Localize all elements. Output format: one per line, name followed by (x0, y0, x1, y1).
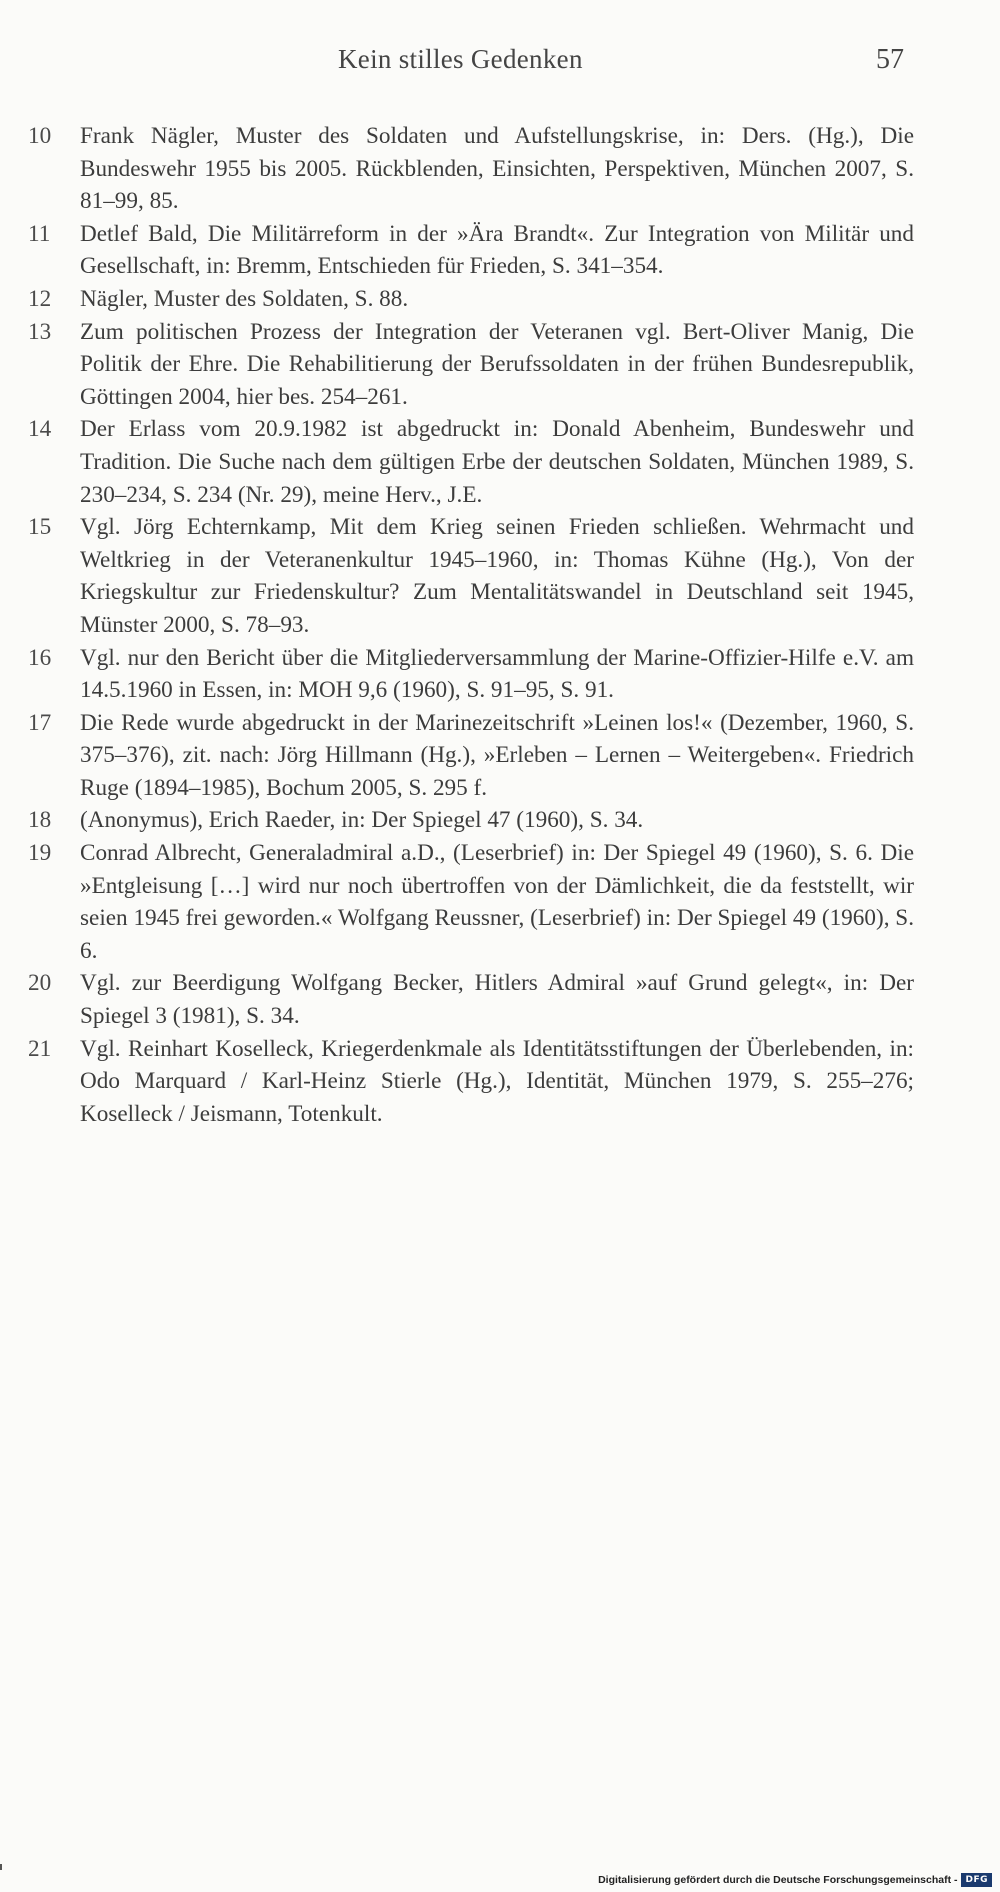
endnote (28, 837, 914, 967)
endnote-number: 12 (28, 285, 52, 312)
running-title: Kein stilles Gedenken (338, 44, 583, 74)
endnote (28, 413, 914, 511)
endnote (28, 316, 914, 414)
endnote-number: 18 (28, 807, 52, 834)
endnote-text: Vgl. zur Beerdigung Wolfgang Becker, Hitlers Admiral »auf Grund gelegt«, in: Der Spiegel 3 (1981), S. 34. (80, 970, 914, 1030)
scan-edge-mark (0, 1864, 2, 1870)
endnote (28, 120, 914, 218)
endnote (28, 642, 914, 707)
endnote (28, 707, 914, 805)
credit-text: Digitalisierung gefördert durch die Deutsche Forschungsgemeinschaft - (598, 1874, 958, 1886)
digitization-credit (598, 1873, 992, 1887)
endnote-text: (Anonymus), Erich Raeder, in: Der Spiegel 47 (1960), S. 34. (80, 807, 644, 834)
endnote (28, 511, 914, 641)
page-number: 57 (876, 44, 904, 75)
endnote-number: 15 (28, 514, 52, 541)
endnote-text: Nägler, Muster des Soldaten, S. 88. (80, 285, 409, 312)
endnote-text: Zum politischen Prozess der Integration der Veteranen vgl. Bert-Oliver Manig, Die Politik der Ehre. Die Rehabilitierung der Berufssoldaten in der frühen Bundesrepublik, Göttingen 2004, hier bes. 254–261. (80, 318, 914, 410)
endnote-text: Vgl. Reinhart Koselleck, Kriegerdenkmale als Identitätsstiftungen der Überlebenden, in: Odo Marquard / Karl-Heinz Stierle (Hg.), Identität, München 1979, S. 255–276; Koselleck / Jeismann, Totenkult. (80, 1035, 914, 1127)
endnote (28, 218, 914, 283)
endnote-number: 20 (28, 970, 52, 997)
endnote-text: Conrad Albrecht, Generaladmiral a.D., (Leserbrief) in: Der Spiegel 49 (1960), S. 6. Die »Entgleisung […] wird nur noch übertroffen von der Dämlichkeit, die da feststellt, wir seien 1945 frei geworden.« Wolfgang Reussner, (Leserbrief) in: Der Spiegel 49 (1960), S. 6. (80, 840, 914, 964)
endnote-text: Vgl. Jörg Echternkamp, Mit dem Krieg seinen Frieden schließen. Wehrmacht und Weltkrieg in der Veteranenkultur 1945–1960, in: Thomas Kühne (Hg.), Von der Kriegskultur zur Friedenskultur? Zum Mentalitätswandel in Deutschland seit 1945, Münster 2000, S. 78–93. (80, 514, 914, 638)
endnote (28, 1033, 914, 1131)
endnote-number: 17 (28, 709, 52, 736)
endnote-text: Vgl. nur den Bericht über die Mitgliederversammlung der Marine-Offizier-Hilfe e.V. am 14.5.1960 in Essen, in: MOH 9,6 (1960), S. 91–95, S. 91. (80, 644, 914, 704)
endnote (28, 804, 914, 837)
endnote-number: 14 (28, 416, 52, 443)
running-head (0, 44, 1000, 84)
endnote-text: Der Erlass vom 20.9.1982 ist abgedruckt in: Donald Abenheim, Bundeswehr und Tradition. Die Suche nach dem gültigen Erbe der deutschen Soldaten, München 1989, S. 230–234, S. 234 (Nr. 29), meine Herv., J.E. (80, 416, 914, 508)
endnote-number: 21 (28, 1035, 52, 1062)
endnotes-list (28, 120, 914, 1130)
endnote-text: Frank Nägler, Muster des Soldaten und Aufstellungskrise, in: Ders. (Hg.), Die Bundeswehr 1955 bis 2005. Rückblenden, Einsichten, Perspektiven, München 2007, S. 81–99, 85. (80, 123, 914, 215)
endnote-number: 13 (28, 318, 52, 345)
endnote (28, 283, 914, 316)
endnote-text: Die Rede wurde abgedruckt in der Marinezeitschrift »Leinen los!« (Dezember, 1960, S. 375–376), zit. nach: Jörg Hillmann (Hg.), »Erleben – Lernen – Weitergeben«. Friedrich Ruge (1894–1985), Bochum 2005, S. 295 f. (80, 709, 914, 801)
dfg-logo-icon: DFG (961, 1873, 992, 1887)
endnote-number: 19 (28, 840, 52, 867)
endnote-number: 10 (28, 123, 52, 149)
endnote-number: 11 (28, 220, 51, 247)
endnote (28, 967, 914, 1032)
endnote-text: Detlef Bald, Die Militärreform in der »Ära Brandt«. Zur Integration von Militär und Gesellschaft, in: Bremm, Entschieden für Frieden, S. 341–354. (80, 220, 914, 280)
endnote-number: 16 (28, 644, 52, 671)
